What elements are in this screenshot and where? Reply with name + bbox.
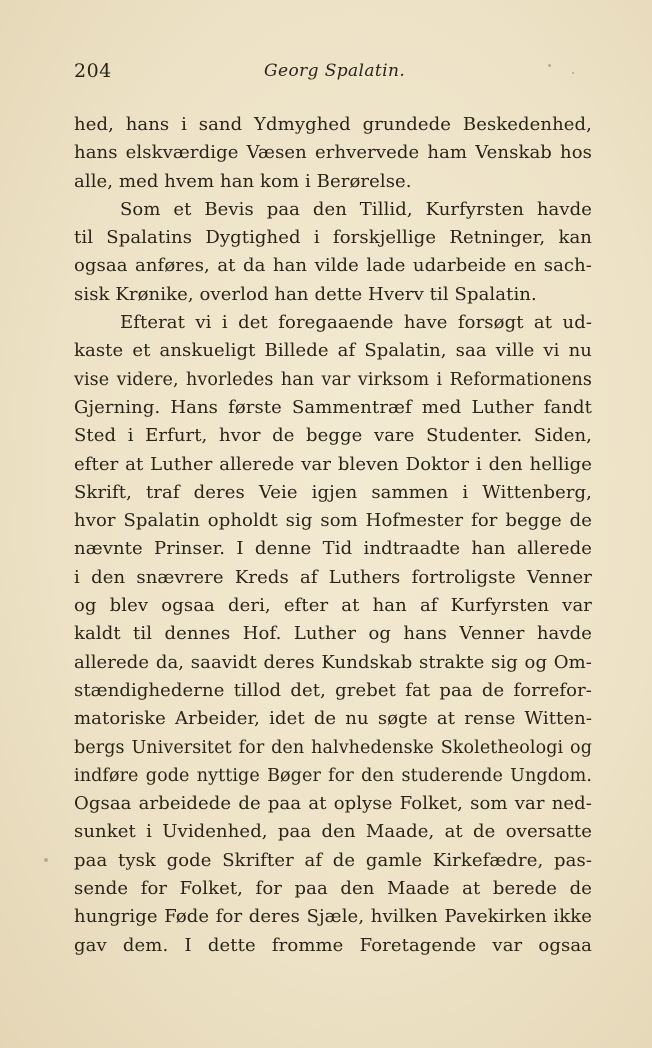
text-line: og blev ogsaa deri, efter at han af Kurfyrsten var [74,595,592,617]
text-line: bergs Universitet for den halvhedenske Skoletheologi og [74,737,592,758]
text-line: indføre gode nyttige Bøger for den studerende Ungdom. [74,765,592,786]
text-line: gav dem. I dette fromme Foretagende var ogsaa [74,934,592,956]
text-line: hed, hans i sand Ydmyghed grundede Beskedenhed, [74,114,592,135]
body-text [74,111,592,960]
text-line: ogsaa anføres, at da han vilde lade udarbeide en sach- [74,255,592,277]
text-line: hvor Spalatin opholdt sig som Hofmester for begge de [74,510,592,532]
text-line: Sted i Erfurt, hvor de begge vare Studenter. Siden, [74,425,592,447]
text-line: kaste et anskueligt Billede af Spalatin, saa ville vi nu [74,340,592,362]
paper-speck [572,72,574,74]
text-line: efter at Luther allerede var bleven Doktor i den hellige [74,453,592,475]
text-line: nævnte Prinser. I denne Tid indtraadte han allerede [74,538,592,560]
page-header [74,60,592,86]
text-line: Gjerning. Hans første Sammentræf med Luther fandt [74,396,592,418]
paper-speck [548,64,551,67]
paper-speck [44,858,48,862]
text-line: alle, med hvem han kom i Berørelse. [74,170,412,192]
text-line: Som et Bevis paa den Tillid, Kurfyrsten havde [120,198,592,220]
text-line: Efterat vi i det foregaaende have forsøgt at ud- [120,312,592,334]
page-number: 204 [74,60,112,82]
text-line: allerede da, saavidt deres Kundskab strakte sig og Om- [74,651,592,673]
text-line: Ogsaa arbeidede de paa at oplyse Folket, som var ned- [74,793,592,815]
text-line: sisk Krønike, overlod han dette Hverv til Spalatin. [74,283,537,305]
text-line: sende for Folket, for paa den Maade at berede de [74,878,592,900]
text-line: paa tysk gode Skrifter af de gamle Kirkefædre, pas- [74,849,592,871]
text-line: i den snævrere Kreds af Luthers fortroligste Venner [74,566,592,588]
text-line: hungrige Føde for deres Sjæle, hvilken Pavekirken ikke [74,906,592,928]
text-line: matoriske Arbeider, idet de nu søgte at rense Witten- [74,708,592,730]
text-line: sunket i Uvidenhed, paa den Maade, at de oversatte [74,821,592,843]
text-line: stændighederne tillod det, grebet fat paa de forrefor- [74,679,592,701]
running-head: Georg Spalatin. [264,61,406,81]
text-line: kaldt til dennes Hof. Luther og hans Venner havde [74,623,592,645]
text-line: til Spalatins Dygtighed i forskjellige Retninger, kan [74,227,592,249]
text-line: hans elskværdige Væsen erhvervede ham Venskab hos [74,142,592,164]
text-line: Skrift, traf deres Veie igjen sammen i Wittenberg, [74,481,592,503]
text-line: vise videre, hvorledes han var virksom i Reformationens [74,369,592,390]
